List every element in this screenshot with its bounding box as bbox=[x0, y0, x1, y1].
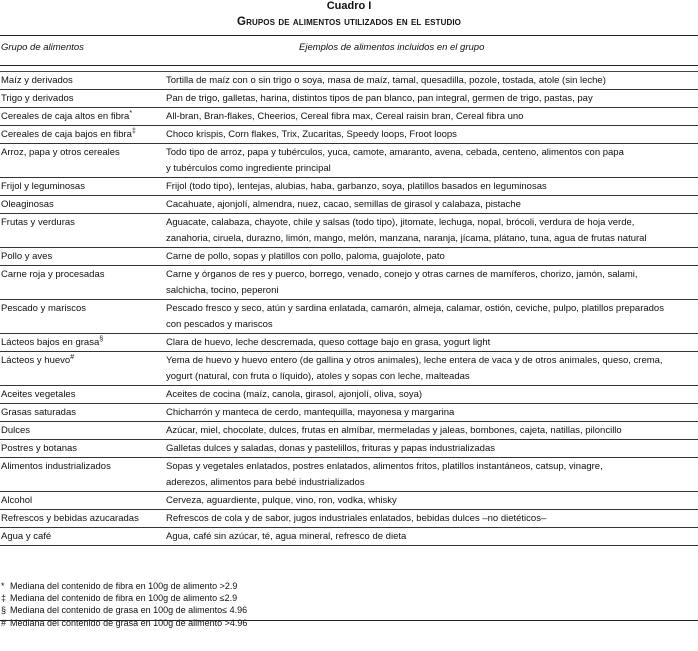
column-header-group: Grupo de alimentos bbox=[1, 42, 84, 53]
table-row bbox=[0, 126, 698, 144]
food-group-name bbox=[1, 511, 165, 527]
table-row bbox=[0, 510, 698, 528]
table-row bbox=[0, 300, 698, 334]
table-row bbox=[0, 266, 698, 300]
footnote-symbol: # bbox=[1, 617, 7, 628]
footnote-text: Mediana del contenido de grasa en 100g de alimento≤ 4.96 bbox=[10, 605, 248, 616]
food-examples: Aguacate, calabaza, chayote, chile y salsas (todo tipo), jitomate, lechuga, nopal, brócoli, verdura de hoja verde, zanahoria, ciruela, durazno, limón, mango, melón, manzana, naranja, jícama, plátano, tuna, agua de frutas natural bbox=[166, 217, 647, 244]
table-row bbox=[0, 352, 698, 386]
table-row bbox=[0, 90, 698, 108]
food-group-name bbox=[1, 387, 165, 403]
table-row bbox=[0, 492, 698, 510]
table-row bbox=[0, 528, 698, 546]
food-examples: Carne y órganos de res y puerco, borrego, venado, conejo y otras carnes de mamíferos, chorizo, jamón, salami, salchicha, tocino, peperoni bbox=[166, 269, 638, 296]
table-number: Cuadro I bbox=[326, 0, 372, 12]
food-examples: Cerveza, aguardiente, pulque, vino, ron, vodka, whisky bbox=[166, 495, 397, 506]
header-rule bbox=[0, 65, 698, 66]
food-group-label: Maíz y derivados bbox=[1, 75, 73, 86]
food-examples: Pan de trigo, galletas, harina, distintos tipos de pan blanco, pan integral, germen de trigo, pastas, pay bbox=[166, 93, 593, 104]
table-row bbox=[0, 440, 698, 458]
food-group-name bbox=[1, 73, 165, 89]
footnote bbox=[1, 592, 247, 604]
footnote bbox=[1, 604, 247, 616]
food-group-name bbox=[1, 335, 165, 351]
table-caption bbox=[0, 0, 698, 29]
food-examples: Frijol (todo tipo), lentejas, alubias, haba, garbanzo, soya, platillos basados en leguminosas bbox=[166, 181, 547, 192]
food-examples: Carne de pollo, sopas y platillos con pollo, paloma, guajolote, pato bbox=[166, 251, 445, 262]
food-group-label: Dulces bbox=[1, 425, 31, 436]
food-group-name bbox=[1, 267, 165, 283]
food-group-label: Oleaginosas bbox=[1, 199, 54, 210]
footnote-marker: * bbox=[129, 110, 133, 117]
footnotes bbox=[1, 580, 247, 629]
top-rule bbox=[0, 35, 698, 36]
food-group-name bbox=[1, 179, 165, 195]
food-examples: Pescado fresco y seco, atún y sardina enlatada, camarón, almeja, calamar, ostión, ceviche, pulpo, platillos preparados con pescados y mariscos bbox=[166, 303, 664, 330]
footnote bbox=[1, 617, 247, 629]
column-header-examples: Ejemplos de alimentos incluidos en el grupo bbox=[299, 42, 485, 53]
food-group-name bbox=[1, 441, 165, 457]
food-group-name bbox=[1, 215, 165, 231]
food-group-name bbox=[1, 353, 165, 369]
food-group-name bbox=[1, 91, 165, 107]
footnote-marker: # bbox=[70, 354, 75, 361]
food-examples: Choco krispis, Corn flakes, Trix, Zucaritas, Speedy loops, Froot loops bbox=[166, 129, 457, 140]
food-group-label: Grasas saturadas bbox=[1, 407, 76, 418]
food-group-label: Refrescos y bebidas azucaradas bbox=[1, 513, 139, 524]
food-examples: Clara de huevo, leche descremada, queso cottage bajo en grasa, yogurt light bbox=[166, 337, 491, 348]
table-row bbox=[0, 334, 698, 352]
food-group-label: Lácteos bajos en grasa bbox=[1, 337, 100, 348]
footnote-marker: ‡ bbox=[131, 128, 136, 135]
footnote-text: Mediana del contenido de fibra en 100g de alimento >2.9 bbox=[10, 581, 238, 591]
food-examples: Refrescos de cola y de sabor, jugos industriales enlatados, bebidas dulces –no dietéticos– bbox=[166, 513, 547, 524]
table-row bbox=[0, 196, 698, 214]
food-group-label: Frutas y verduras bbox=[1, 217, 75, 228]
table-row bbox=[0, 144, 698, 178]
table-row bbox=[0, 248, 698, 266]
footnote-symbol: ‡ bbox=[1, 593, 7, 604]
table-row bbox=[0, 178, 698, 196]
food-group-label: Cereales de caja altos en fibra bbox=[1, 111, 130, 122]
food-group-name bbox=[1, 423, 165, 439]
footnote-symbol: § bbox=[1, 605, 7, 616]
food-group-name bbox=[1, 197, 165, 213]
food-group-name bbox=[1, 145, 165, 161]
food-group-name bbox=[1, 301, 165, 317]
food-group-name bbox=[1, 459, 165, 475]
food-group-name bbox=[1, 493, 165, 509]
food-group-label: Carne roja y procesadas bbox=[1, 269, 105, 280]
food-group-label: Aceites vegetales bbox=[1, 389, 76, 400]
food-group-label: Cereales de caja bajos en fibra bbox=[1, 129, 132, 140]
footnote-text: Mediana del contenido de grasa en 100g de alimento >4.96 bbox=[10, 617, 248, 628]
food-examples: All-bran, Bran-flakes, Cheerios, Cereal fibra max, Cereal raisin bran, Cereal fibra uno bbox=[166, 111, 524, 122]
table-title: Grupos de alimentos utilizados en el estudio bbox=[237, 16, 461, 28]
food-examples: Sopas y vegetales enlatados, postres enlatados, alimentos fritos, platillos instantáneos, catsup, vinagre, aderezos, alimentos para bebé industrializados bbox=[166, 461, 603, 488]
food-examples: Galletas dulces y saladas, donas y pastelillos, frituras y papas industrializadas bbox=[166, 443, 495, 454]
footnote-symbol: * bbox=[1, 581, 5, 591]
footnote bbox=[1, 580, 247, 592]
table-row bbox=[0, 422, 698, 440]
food-examples: Chicharrón y manteca de cerdo, mantequilla, mayonesa y margarina bbox=[166, 407, 455, 418]
food-group-label: Lácteos y huevo bbox=[1, 355, 71, 366]
food-group-label: Trigo y derivados bbox=[1, 93, 74, 104]
table-row bbox=[0, 214, 698, 248]
table-row bbox=[0, 458, 698, 492]
food-group-name bbox=[1, 109, 165, 125]
food-examples: Tortilla de maíz con o sin trigo o soya, masa de maíz, tamal, quesadilla, pozole, tostada, atole (sin leche) bbox=[166, 75, 606, 86]
food-group-label: Postres y botanas bbox=[1, 443, 78, 454]
footnote-marker: § bbox=[99, 336, 104, 343]
table-row bbox=[0, 72, 698, 90]
food-examples: Aceites de cocina (maíz, canola, girasol, ajonjolí, oliva, soya) bbox=[166, 389, 423, 400]
food-group-name bbox=[1, 405, 165, 421]
food-examples: Todo tipo de arroz, papa y tubérculos, yuca, camote, amaranto, avena, cebada, centeno, alimentos con papa y tubérculos como ingrediente principal bbox=[166, 147, 624, 174]
food-examples: Cacahuate, ajonjolí, almendra, nuez, cacao, semillas de girasol y calabaza, pistache bbox=[166, 199, 521, 210]
food-group-name bbox=[1, 529, 165, 545]
food-groups-table bbox=[0, 72, 698, 546]
food-examples: Azúcar, miel, chocolate, dulces, frutas en almíbar, mermeladas y jaleas, bombones, cajeta, natillas, piloncillo bbox=[166, 425, 622, 436]
bottom-rule bbox=[0, 620, 698, 621]
food-group-label: Pollo y aves bbox=[1, 251, 53, 262]
table-row bbox=[0, 386, 698, 404]
food-group-label: Agua y café bbox=[1, 531, 52, 542]
footnote-text: Mediana del contenido de fibra en 100g de alimento ≤2.9 bbox=[10, 593, 238, 604]
food-examples: Agua, café sin azúcar, té, agua mineral, refresco de dieta bbox=[166, 531, 407, 542]
food-group-label: Alimentos industrializados bbox=[1, 461, 111, 472]
food-group-label: Arroz, papa y otros cereales bbox=[1, 147, 120, 158]
food-group-label: Frijol y leguminosas bbox=[1, 181, 85, 192]
table-row bbox=[0, 108, 698, 126]
food-group-label: Alcohol bbox=[1, 495, 33, 506]
food-group-name bbox=[1, 249, 165, 265]
table-row bbox=[0, 404, 698, 422]
food-examples: Yema de huevo y huevo entero (de gallina y otros animales), leche entera de vaca y de otros animales, queso, crema, yogurt (natural, con fruta o líquido), atoles y sopas con leche, malteadas bbox=[166, 355, 663, 382]
food-group-name bbox=[1, 127, 165, 143]
food-group-label: Pescado y mariscos bbox=[1, 303, 87, 314]
